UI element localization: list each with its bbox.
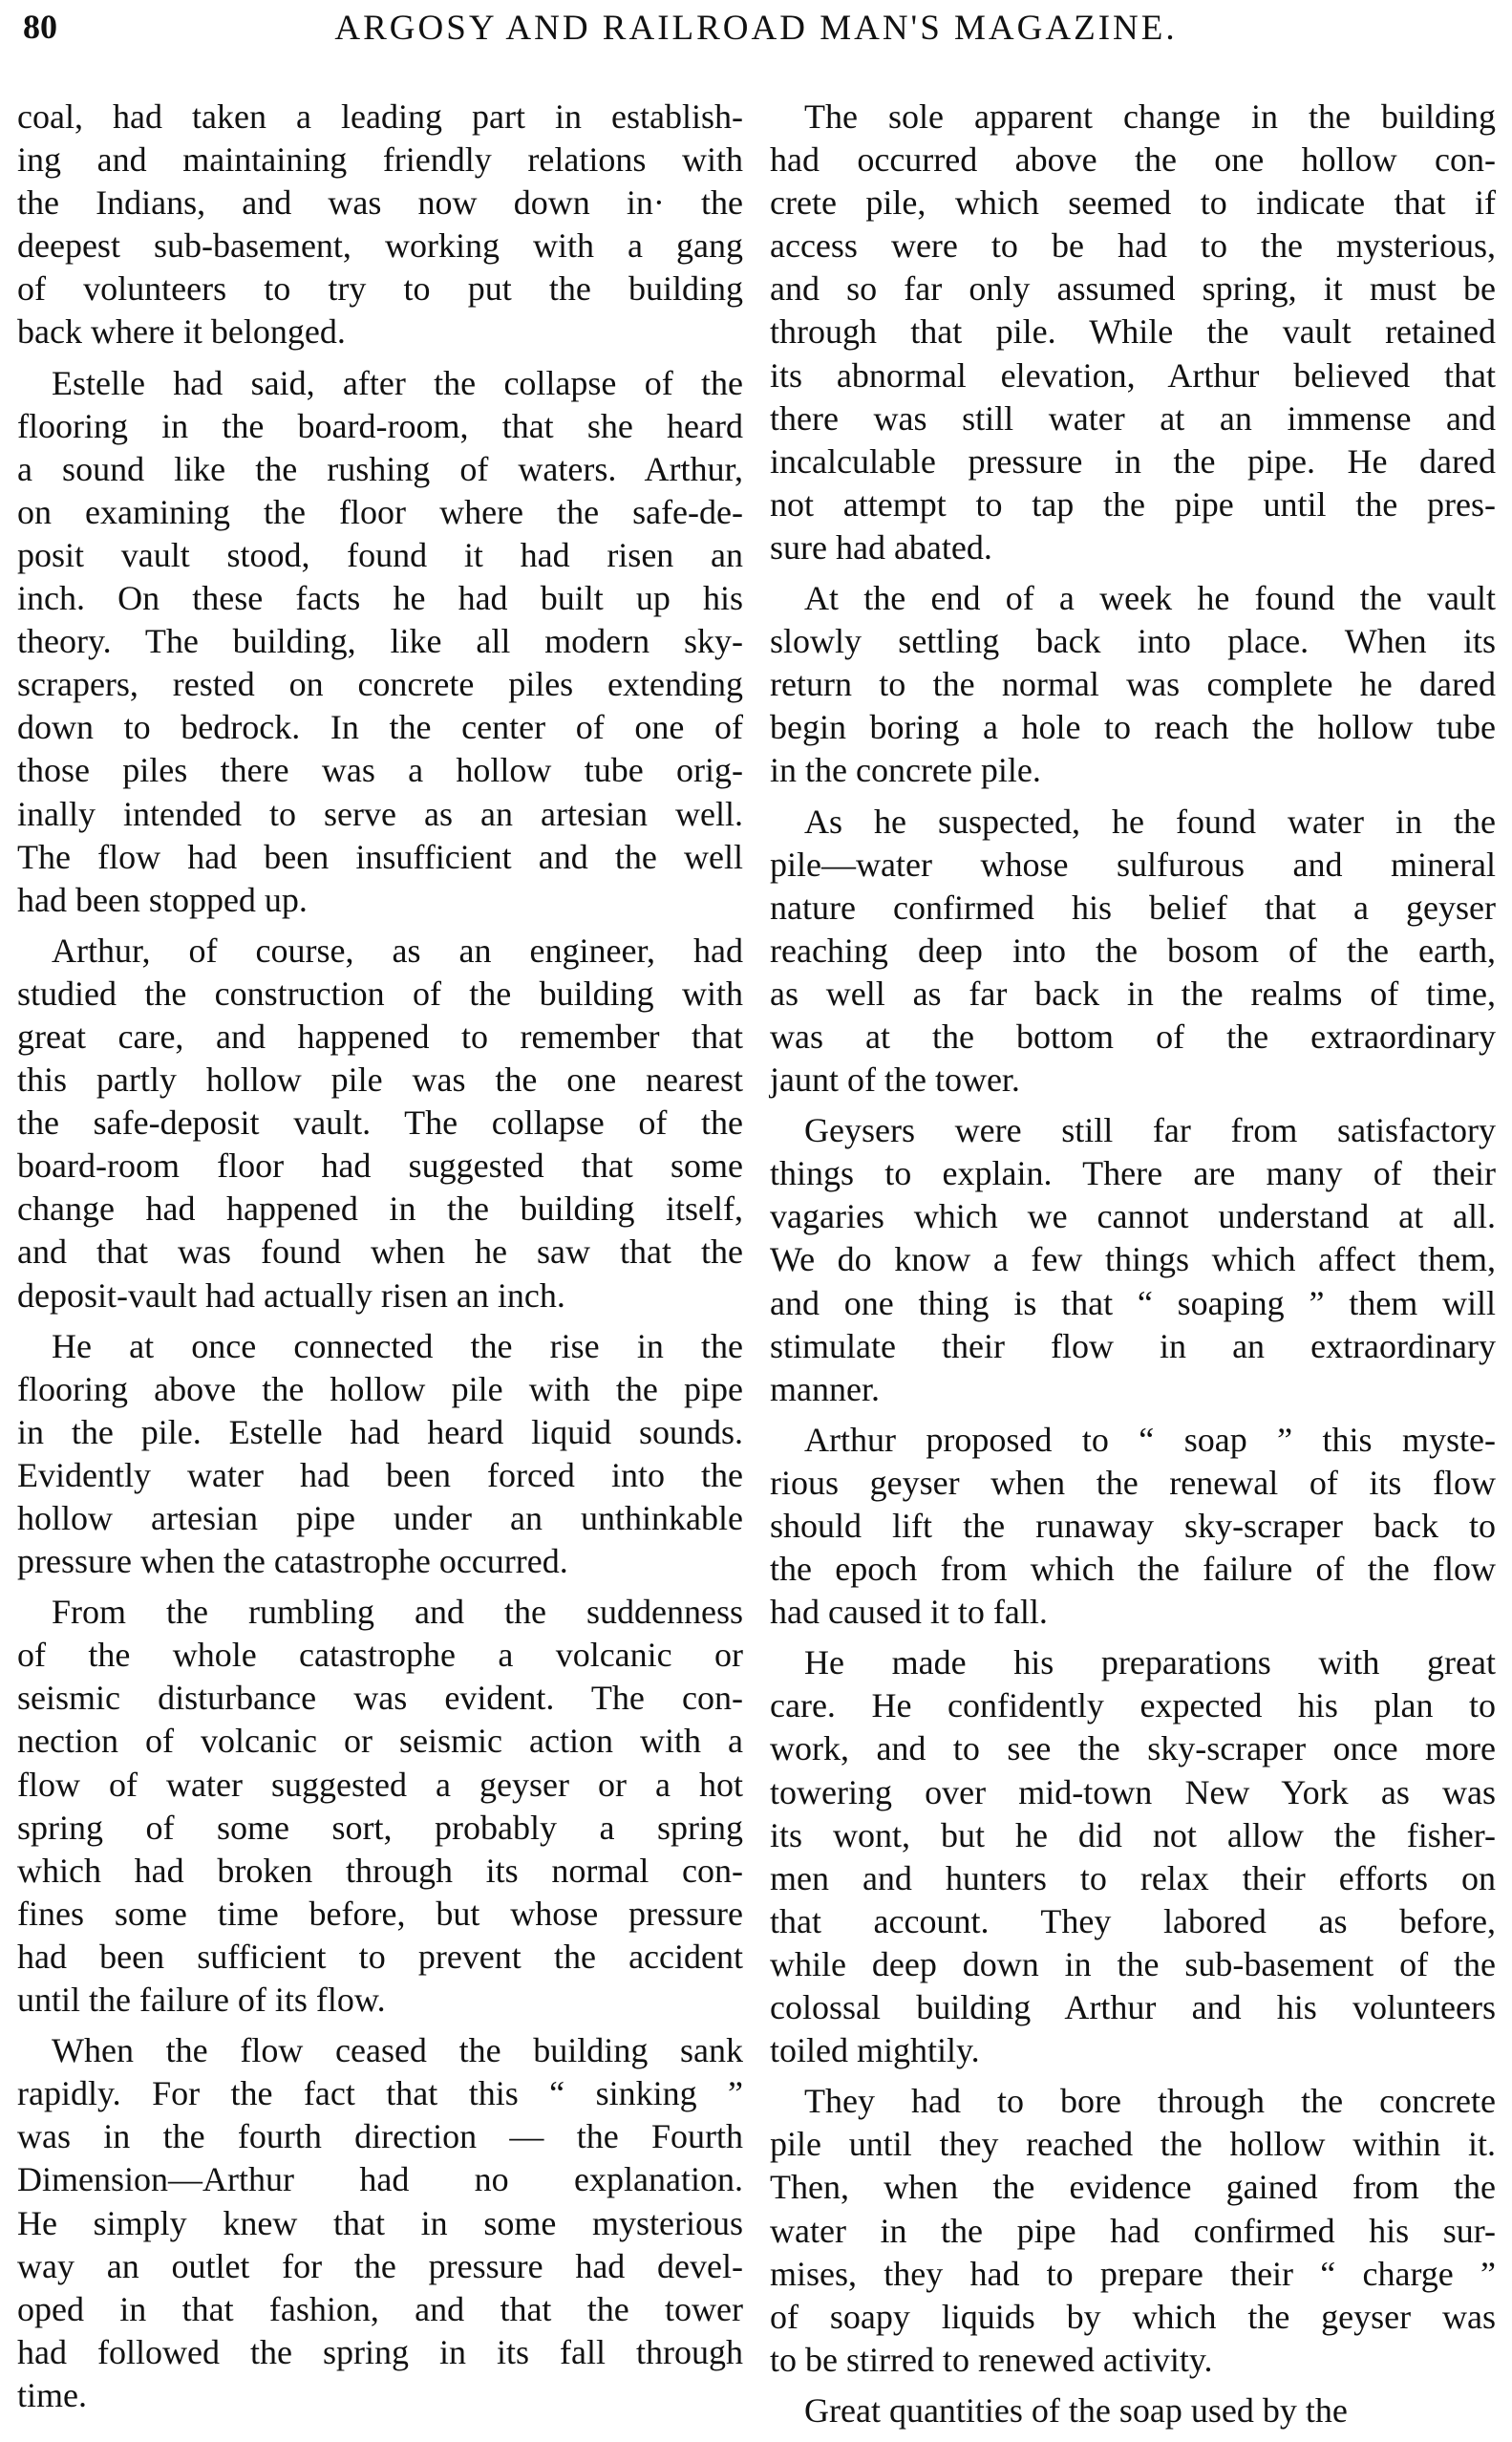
text-line: and one thing is that “ soaping ” them will bbox=[770, 1283, 1496, 1322]
text-line: as well as far back in the realms of time, bbox=[770, 974, 1496, 1013]
text-line: in the pile. Estelle had heard liquid sounds. bbox=[17, 1412, 743, 1451]
text-line: flow of water suggested a geyser or a hot bbox=[17, 1765, 743, 1804]
text-line: not attempt to tap the pipe until the pres- bbox=[770, 484, 1496, 524]
text-line: water in the pipe had confirmed his sur- bbox=[770, 2211, 1496, 2250]
text-line: way an outlet for the pressure had devel- bbox=[17, 2246, 743, 2285]
text-line: rapidly. For the fact that this “ sinking ” bbox=[17, 2074, 743, 2113]
text-line: Great quantities of the soap used by the bbox=[804, 2390, 1348, 2430]
text-line: incalculable pressure in the pipe. He dared bbox=[770, 441, 1496, 481]
text-line: had been stopped up. bbox=[17, 880, 308, 919]
text-line: Evidently water had been forced into the bbox=[17, 1455, 743, 1494]
text-line: Arthur proposed to “ soap ” this myste- bbox=[804, 1420, 1496, 1459]
text-line: mises, they had to prepare their “ charge ” bbox=[770, 2254, 1496, 2293]
paragraph bbox=[17, 2029, 743, 2417]
text-line: had followed the spring in its fall through bbox=[17, 2332, 743, 2371]
text-line: toiled mightily. bbox=[770, 2031, 980, 2070]
text-line: begin boring a hole to reach the hollow tube bbox=[770, 708, 1496, 747]
text-line: We do know a few things which affect them, bbox=[770, 1240, 1496, 1279]
text-line: He made his preparations with great bbox=[804, 1643, 1496, 1682]
text-line: The sole apparent change in the building bbox=[804, 97, 1496, 136]
paragraph bbox=[17, 1591, 743, 2022]
text-line: Dimension—Arthur had no explanation. bbox=[17, 2160, 743, 2199]
paragraph bbox=[17, 1325, 743, 1584]
text-line: The flow had been insufficient and the well bbox=[17, 837, 743, 876]
text-line: stimulate their flow in an extraordinary bbox=[770, 1326, 1496, 1365]
text-line: pile until they reached the hollow within it. bbox=[770, 2125, 1496, 2164]
text-line: As he suspected, he found water in the bbox=[804, 802, 1496, 841]
page-number: 80 bbox=[23, 8, 57, 46]
text-line: to be stirred to renewed activity. bbox=[770, 2340, 1213, 2379]
paragraph bbox=[770, 801, 1496, 1103]
text-line: access were to be had to the mysterious, bbox=[770, 226, 1496, 266]
text-line: pressure when the catastrophe occurred. bbox=[17, 1542, 568, 1581]
text-line: of the whole catastrophe a volcanic or bbox=[17, 1636, 743, 1675]
text-line: seismic disturbance was evident. The con- bbox=[17, 1679, 743, 1718]
paragraph bbox=[17, 930, 743, 1317]
text-line: care. He confidently expected his plan to bbox=[770, 1686, 1496, 1725]
text-line: vagaries which we cannot understand at all. bbox=[770, 1197, 1496, 1236]
text-line: its abnormal elevation, Arthur believed that bbox=[770, 355, 1496, 395]
text-line: He simply knew that in some mysterious bbox=[17, 2203, 743, 2242]
text-line: theory. The building, like all modern sky- bbox=[17, 622, 743, 661]
text-line: sure had abated. bbox=[770, 527, 992, 567]
text-line: which had broken through its normal con- bbox=[17, 1851, 743, 1890]
text-line: until the failure of its flow. bbox=[17, 1981, 386, 2020]
text-line: board-room floor had suggested that some bbox=[17, 1146, 743, 1186]
text-line: deposit-vault had actually risen an inch. bbox=[17, 1275, 565, 1315]
text-line: They had to bore through the concrete bbox=[804, 2082, 1496, 2121]
paragraph bbox=[17, 362, 743, 922]
text-line: had caused it to fall. bbox=[770, 1593, 1048, 1632]
text-line: Then, when the evidence gained from the bbox=[770, 2168, 1496, 2207]
text-line: in the concrete pile. bbox=[770, 751, 1041, 790]
text-line: jaunt of the tower. bbox=[770, 1060, 1020, 1100]
paragraph bbox=[770, 1641, 1496, 2072]
text-line: coal, had taken a leading part in establish- bbox=[17, 97, 743, 136]
text-line: on examining the floor where the safe-de- bbox=[17, 492, 743, 531]
text-line: had been sufficient to prevent the accident bbox=[17, 1937, 743, 1976]
text-line: the safe-deposit vault. The collapse of the bbox=[17, 1103, 743, 1143]
paragraph bbox=[770, 1109, 1496, 1411]
text-line: When the flow ceased the building sank bbox=[52, 2031, 743, 2070]
text-line: through that pile. While the vault retained bbox=[770, 312, 1496, 352]
text-line: He at once connected the rise in the bbox=[52, 1326, 743, 1365]
text-line: great care, and happened to remember that bbox=[17, 1017, 743, 1056]
text-line: flooring above the hollow pile with the pipe bbox=[17, 1369, 743, 1408]
text-line: crete pile, which seemed to indicate that if bbox=[770, 183, 1496, 223]
text-line: return to the normal was complete he dared bbox=[770, 665, 1496, 704]
text-line: time. bbox=[17, 2375, 87, 2414]
text-line: pile—water whose sulfurous and mineral bbox=[770, 845, 1496, 884]
text-line: a sound like the rushing of waters. Arthur, bbox=[17, 449, 743, 488]
text-line: scrapers, rested on concrete piles extending bbox=[17, 665, 743, 704]
text-line: those piles there was a hollow tube orig- bbox=[17, 751, 743, 790]
right-text-column bbox=[770, 96, 1496, 2430]
text-line: flooring in the board-room, that she heard bbox=[17, 406, 743, 445]
text-line: work, and to see the sky-scraper once more bbox=[770, 1729, 1496, 1768]
text-line: the Indians, and was now down in· the bbox=[17, 183, 743, 223]
text-line: inch. On these facts he had built up his bbox=[17, 579, 743, 618]
text-line: nature confirmed his belief that a geyser bbox=[770, 888, 1496, 927]
left-text-column bbox=[17, 96, 743, 2427]
text-line: while deep down in the sub-basement of the bbox=[770, 1944, 1496, 1983]
text-line: slowly settling back into place. When its bbox=[770, 622, 1496, 661]
text-line: inally intended to serve as an artesian well. bbox=[17, 794, 743, 833]
text-line: back where it belonged. bbox=[17, 312, 346, 352]
text-line: hollow artesian pipe under an unthinkable bbox=[17, 1499, 743, 1537]
text-line: ing and maintaining friendly relations with bbox=[17, 140, 743, 180]
text-line: At the end of a week he found the vault bbox=[804, 579, 1496, 618]
text-line: and that was found when he saw that the bbox=[17, 1232, 743, 1272]
text-line: of volunteers to try to put the building bbox=[17, 269, 743, 309]
text-line: down to bedrock. In the center of one of bbox=[17, 708, 743, 747]
paragraph bbox=[770, 577, 1496, 792]
text-line: things to explain. There are many of their bbox=[770, 1154, 1496, 1193]
text-line: change had happened in the building itself, bbox=[17, 1189, 743, 1229]
text-line: was in the fourth direction — the Fourth bbox=[17, 2117, 743, 2156]
text-line: Arthur, of course, as an engineer, had bbox=[52, 931, 743, 970]
text-line: men and hunters to relax their efforts on bbox=[770, 1858, 1496, 1897]
text-line: posit vault stood, found it had risen an bbox=[17, 535, 743, 574]
running-head: ARGOSY AND RAILROAD MAN'S MAGAZINE. bbox=[334, 9, 1178, 48]
page-header bbox=[0, 0, 1512, 67]
text-line: that account. They labored as before, bbox=[770, 1901, 1496, 1940]
text-line: fines some time before, but whose pressure bbox=[17, 1894, 743, 1933]
paragraph bbox=[770, 2080, 1496, 2382]
text-line: From the rumbling and the suddenness bbox=[52, 1593, 743, 1632]
text-line: of soapy liquids by which the geyser was bbox=[770, 2297, 1496, 2336]
paragraph bbox=[770, 1419, 1496, 1634]
text-line: oped in that fashion, and that the tower bbox=[17, 2289, 743, 2328]
text-line: towering over mid-town New York as was bbox=[770, 1772, 1496, 1811]
text-line: manner. bbox=[770, 1369, 880, 1408]
text-line: reaching deep into the bosom of the earth, bbox=[770, 931, 1496, 970]
text-line: Estelle had said, after the collapse of the bbox=[52, 363, 743, 402]
paragraph bbox=[770, 96, 1496, 569]
text-line: spring of some sort, probably a spring bbox=[17, 1808, 743, 1847]
text-line: was at the bottom of the extraordinary bbox=[770, 1017, 1496, 1056]
text-line: rious geyser when the renewal of its flow bbox=[770, 1463, 1496, 1502]
text-line: studied the construction of the building with bbox=[17, 974, 743, 1013]
paragraph bbox=[770, 2389, 1496, 2432]
text-line: colossal building Arthur and his volunteers bbox=[770, 1988, 1496, 2027]
text-line: there was still water at an immense and bbox=[770, 398, 1496, 438]
text-line: nection of volcanic or seismic action with a bbox=[17, 1722, 743, 1761]
text-line: Geysers were still far from satisfactory bbox=[804, 1111, 1496, 1150]
text-line: this partly hollow pile was the one nearest bbox=[17, 1060, 743, 1100]
paragraph bbox=[17, 96, 743, 354]
text-line: had occurred above the one hollow con- bbox=[770, 140, 1496, 180]
text-line: and so far only assumed spring, it must be bbox=[770, 269, 1496, 309]
text-line: its wont, but he did not allow the fisher- bbox=[770, 1815, 1496, 1854]
text-line: should lift the runaway sky-scraper back to bbox=[770, 1507, 1496, 1545]
text-line: the epoch from which the failure of the flow bbox=[770, 1550, 1496, 1589]
text-line: deepest sub-basement, working with a gang bbox=[17, 226, 743, 266]
